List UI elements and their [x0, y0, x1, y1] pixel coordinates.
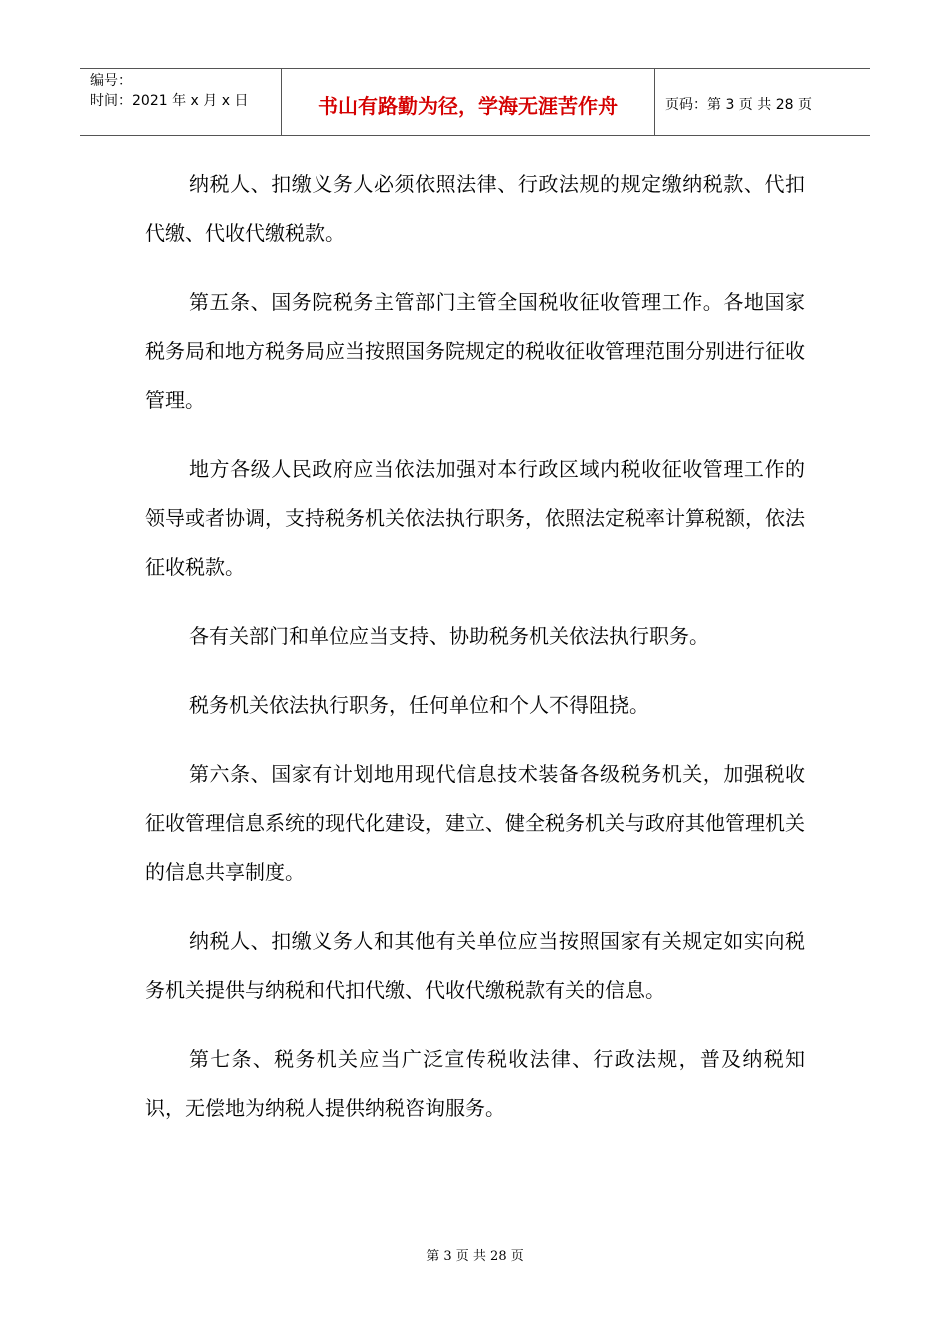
document-number-label: 编号： — [90, 73, 132, 89]
header-page-info: 页码：第 3 页 共 28 页 — [665, 97, 812, 113]
body-paragraph: 第六条、国家有计划地用现代信息技术装备各级税务机关，加强税收征收管理信息系统的现代化建设，建立、健全税务机关与政府其他管理机关的信息共享制度。 — [145, 762, 805, 884]
header-meta-cell — [80, 69, 282, 135]
body-paragraph: 税务机关依法执行职务，任何单位和个人不得阻挠。 — [189, 693, 649, 717]
footer-page-number: 第 3 页 共 28 页 — [426, 1249, 524, 1264]
body-paragraph: 各有关部门和单位应当支持、协助税务机关依法执行职务。 — [189, 624, 709, 648]
body-paragraph: 地方各级人民政府应当依法加强对本行政区域内税收征收管理工作的领导或者协调，支持税务机关依法执行职务，依照法定税率计算税额，依法征收税款。 — [145, 457, 805, 579]
header-page-cell — [655, 69, 870, 135]
body-paragraph: 第七条、税务机关应当广泛宣传税收法律、行政法规，普及纳税知识，无偿地为纳税人提供纳税咨询服务。 — [145, 1047, 805, 1120]
document-body — [145, 160, 805, 1133]
document-date-label: 时间：2021 年 x 月 x 日 — [90, 93, 249, 109]
body-paragraph: 第五条、国务院税务主管部门主管全国税收征收管理工作。各地国家税务局和地方税务局应当按照国务院规定的税收征收管理范围分别进行征收管理。 — [145, 290, 805, 412]
body-paragraph: 纳税人、扣缴义务人和其他有关单位应当按照国家有关规定如实向税务机关提供与纳税和代扣代缴、代收代缴税款有关的信息。 — [145, 929, 805, 1002]
page-footer — [0, 1245, 950, 1264]
body-paragraph: 纳税人、扣缴义务人必须依照法律、行政法规的规定缴纳税款、代扣代缴、代收代缴税款。 — [145, 172, 805, 245]
header-motto: 书山有路勤为径，学海无涯苦作舟 — [318, 93, 618, 118]
header-motto-cell — [282, 69, 655, 135]
page-header — [80, 68, 870, 136]
